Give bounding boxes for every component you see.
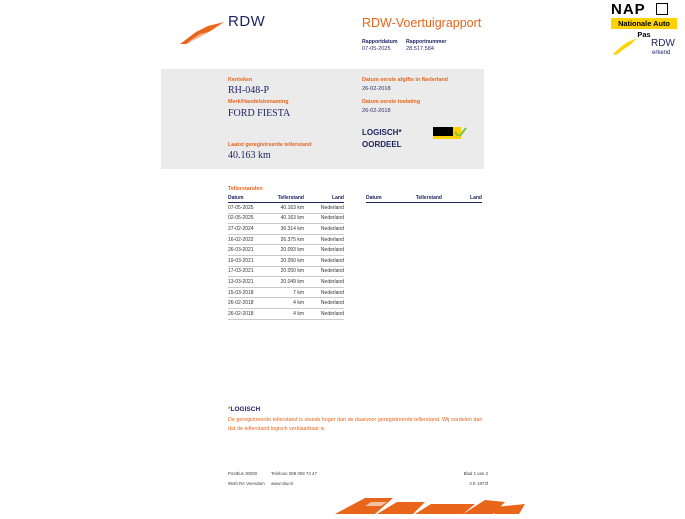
verdict-line2: OORDEEL — [362, 140, 402, 149]
reading-odometer: 20.050 km — [262, 255, 304, 266]
reading-date: 02-05-2025 — [228, 213, 262, 224]
table-row — [228, 213, 344, 224]
reading-country: Nederland — [304, 298, 344, 309]
rdw-wing-icon — [178, 20, 226, 46]
first-registration-label: Datum eerste toelating — [362, 99, 421, 105]
reading-country: Nederland — [304, 277, 344, 288]
reading-date: 26-03-2021 — [228, 245, 262, 256]
reading-odometer: 4 km — [262, 308, 304, 319]
verdict-line1: LOGISCH* — [362, 128, 402, 137]
reading-odometer: 4 km — [262, 298, 304, 309]
nap-box-icon — [656, 3, 668, 15]
report-number: 28.517.584 — [406, 46, 434, 52]
readings-table-right — [366, 194, 482, 203]
reading-country: Nederland — [304, 224, 344, 235]
readings-table-left — [228, 194, 344, 320]
footer-address2: 9640 RA Veendam — [228, 481, 265, 486]
decorative-stripes — [335, 494, 535, 514]
col-country-header: Land — [304, 194, 344, 203]
first-registration-value: 26-02-2018 — [362, 108, 391, 114]
footnote-star: * — [228, 406, 231, 413]
rdw-erkend-sub: erkend — [652, 50, 671, 56]
reading-country: Nederland — [304, 255, 344, 266]
rdw-erkend-wing-icon — [612, 37, 638, 57]
col-date-header: Datum — [228, 194, 262, 203]
reading-odometer: 26.375 km — [262, 234, 304, 245]
table-row — [228, 298, 344, 309]
first-admission-label: Datum eerste afgifte in Nederland — [362, 77, 448, 83]
footer-address1: Postbus 30000 — [228, 471, 258, 476]
reading-country: Nederland — [304, 245, 344, 256]
reading-country: Nederland — [304, 266, 344, 277]
odometer-label: Laatst geregistreerde tellerstand — [228, 142, 312, 148]
brand-value: FORD FIESTA — [228, 108, 291, 119]
footer-code: 3 E 1973f — [469, 481, 488, 486]
table-header-row — [366, 194, 482, 203]
rdw-erkend-logo — [612, 37, 678, 59]
plate-label: Kenteken — [228, 77, 253, 83]
table-row — [228, 224, 344, 235]
table-row — [228, 266, 344, 277]
table-row — [228, 203, 344, 214]
reading-odometer: 40.163 km — [262, 213, 304, 224]
table-row — [228, 287, 344, 298]
nap-logo — [611, 1, 677, 39]
first-admission-value: 26-02-2018 — [362, 86, 391, 92]
reading-date: 26-02-2018 — [228, 298, 262, 309]
table-row — [228, 255, 344, 266]
reading-country: Nederland — [304, 308, 344, 319]
reading-country: Nederland — [304, 203, 344, 214]
table-row — [228, 234, 344, 245]
reading-date: 16-02-2022 — [228, 234, 262, 245]
nap-letters: NAP — [611, 1, 646, 18]
reading-date: 26-02-2018 — [228, 308, 262, 319]
reading-date: 27-02-2024 — [228, 224, 262, 235]
footnote-title-text: LOGISCH — [230, 406, 261, 413]
nap-check-icon — [433, 126, 467, 138]
nap-name: Nationale Auto Pas — [611, 18, 677, 29]
report-title: RDW-Voertuigrapport — [362, 16, 482, 30]
reading-country: Nederland — [304, 287, 344, 298]
table-row — [228, 308, 344, 319]
reading-odometer: 20.050 km — [262, 266, 304, 277]
footnote-line2: dat de tellerstand logisch verklaarbaar is. — [228, 426, 326, 432]
reading-odometer: 36.314 km — [262, 224, 304, 235]
logo-text: RDW — [228, 13, 266, 30]
col-odo-header: Tellerstand — [400, 194, 442, 203]
reading-odometer: 20.049 km — [262, 277, 304, 288]
table-row — [228, 245, 344, 256]
vehicle-panel — [161, 69, 484, 169]
report-date-label: Rapportdatum — [362, 39, 398, 45]
reading-country: Nederland — [304, 234, 344, 245]
reading-odometer: 40.163 km — [262, 203, 304, 214]
reading-date: 07-05-2025 — [228, 203, 262, 214]
footnote-title — [228, 406, 260, 413]
col-date-header: Datum — [366, 194, 400, 203]
reading-odometer: 7 km — [262, 287, 304, 298]
readings-title: Tellerstanden — [228, 186, 263, 192]
plate-value: RH-048-P — [228, 85, 270, 96]
rdw-logo — [178, 20, 226, 46]
reading-country: Nederland — [304, 213, 344, 224]
col-country-header: Land — [442, 194, 482, 203]
reading-date: 19-03-2021 — [228, 255, 262, 266]
report-date: 07-05-2025 — [362, 46, 391, 52]
footnote-line1: De geregistreerde tellerstand is steeds hoger dan de daarvoor geregistreerde tellerstand. Wij oordelen dan — [228, 417, 483, 423]
brand-label: Merk/Handelsbenaming — [228, 99, 289, 105]
reading-odometer: 20.093 km — [262, 245, 304, 256]
rdw-erkend-text: RDW — [651, 38, 675, 49]
report-number-label: Rapportnummer — [406, 39, 447, 45]
reading-date: 13-03-2021 — [228, 277, 262, 288]
table-row — [228, 277, 344, 288]
odometer-value: 40.163 km — [228, 150, 271, 161]
table-header-row — [228, 194, 344, 203]
reading-date: 17-03-2021 — [228, 266, 262, 277]
col-odo-header: Tellerstand — [262, 194, 304, 203]
footer-page: Blad 1 van 3 — [463, 471, 488, 476]
reading-date: 15-03-2018 — [228, 287, 262, 298]
footer-phone: Telefoon 088 008 74 47 — [271, 471, 317, 476]
footer-web: www.rdw.nl — [271, 481, 293, 486]
